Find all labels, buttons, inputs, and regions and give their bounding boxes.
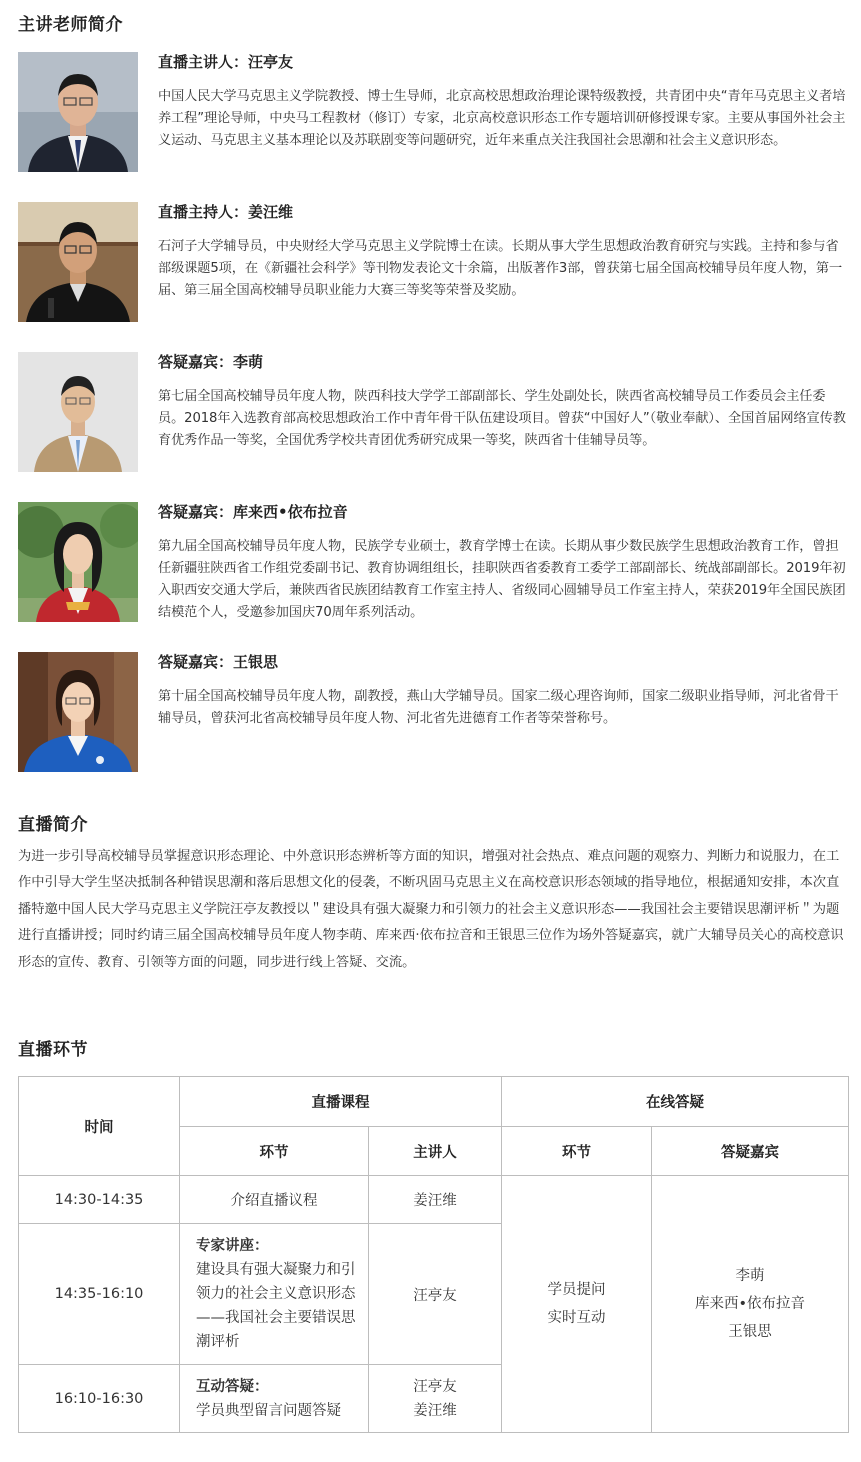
row-presenters-cell <box>369 1365 502 1433</box>
qa-segment-line: 实时互动 <box>547 1310 606 1326</box>
row-time: 14:35-16:10 <box>19 1224 180 1365</box>
row-segment-title: 互动答疑： <box>196 1378 269 1395</box>
person-photo <box>18 502 138 622</box>
header-presenter: 主讲人 <box>369 1127 502 1176</box>
row-presenter: 汪亭友 <box>413 1378 457 1395</box>
person-description: 石河子大学辅导员，中央财经大学马克思主义学院博士在读。长期从事大学生思想政治教育研究与实践。主持和参与省部级课题5项，在《新疆社会科学》等刊物发表论文十余篇，出版著作3部，曾获第七届全国高校辅导员年度人物，第一届、第三届全国高校辅导员职业能力大赛三等奖等荣誉及奖励。 <box>158 239 843 298</box>
person-photo <box>18 652 138 772</box>
person-name: 答疑嘉宾：王银思 <box>158 653 279 671</box>
person-card <box>18 52 848 172</box>
row-presenter: 汪亭友 <box>369 1224 502 1365</box>
person-description: 第七届全国高校辅导员年度人物，陕西科技大学学工部副部长、学生处副处长，陕西省高校辅导员工作委员会主任委员。2018年入选教育部高校思想政治工作中青年骨干队伍建设项目。曾获“中国好人”（敬业奉献）、全国首届网络宣传教育优秀作品一等奖，全国优秀学校共青团优秀研究成果一等奖，陕西省十佳辅导员等。 <box>158 389 846 448</box>
person-name: 答疑嘉宾：库来西•依布拉音 <box>158 503 348 521</box>
header-time: 时间 <box>19 1077 180 1176</box>
person-name: 直播主持人：姜汪维 <box>158 203 294 221</box>
qa-segment-line: 学员提问 <box>547 1282 606 1298</box>
person-card <box>18 202 848 322</box>
row-presenter: 姜汪维 <box>369 1176 502 1224</box>
person-name: 答疑嘉宾：李萌 <box>158 353 264 371</box>
person-photo <box>18 202 138 322</box>
row-segment: 建设具有强大凝聚力和引领力的社会主义意识形态——我国社会主要错误思潮评析 <box>196 1262 356 1350</box>
row-segment: 学员典型留言问题答疑 <box>196 1402 341 1419</box>
row-segment: 介绍直播议程 <box>180 1176 369 1224</box>
person-card <box>18 352 848 472</box>
qa-guests-cell <box>652 1176 849 1433</box>
header-guests: 答疑嘉宾 <box>652 1127 849 1176</box>
intro-section-title: 直播简介 <box>18 815 88 835</box>
header-course: 直播课程 <box>180 1077 502 1127</box>
row-time: 16:10-16:30 <box>19 1365 180 1433</box>
person-description: 第九届全国高校辅导员年度人物，民族学专业硕士，教育学博士在读。长期从事少数民族学生思想政治教育工作，曾担任新疆驻陕西省工作组党委副书记、教育协调组组长，挂职陕西省委教育工委学工部副部长、统战部副部长。2019年初入职西安交通大学后，兼陕西省民族团结教育工作室主持人、省级同心圆辅导员工作室主持人，荣获2019年全国民族团结模范个人，受邀参加国庆70周年系列活动。 <box>158 539 846 620</box>
table-row <box>19 1176 849 1224</box>
person-name: 直播主讲人：汪亭友 <box>158 53 294 71</box>
header-qa-segment: 环节 <box>502 1127 652 1176</box>
guest-name: 王银思 <box>728 1324 772 1340</box>
person-description: 第十届全国高校辅导员年度人物，副教授，燕山大学辅导员。国家二级心理咨询师，国家二级职业指导师，河北省骨干辅导员，曾获河北省高校辅导员年度人物、河北省先进德育工作者等荣誉称号。 <box>158 689 839 726</box>
row-presenter: 姜汪维 <box>413 1402 457 1419</box>
row-segment-title: 专家讲座： <box>196 1238 269 1254</box>
teachers-section-title: 主讲老师简介 <box>18 15 123 35</box>
header-segment: 环节 <box>180 1127 369 1176</box>
qa-segment-cell <box>502 1176 652 1433</box>
intro-paragraph: 为进一步引导高校辅导员掌握意识形态理论、中外意识形态辨析等方面的知识，增强对社会热点、难点问题的观察力、判断力和说服力，在工作中引导大学生坚决抵制各种错误思潮和落后思想文化的侵袭，不断巩固马克思主义在高校意识形态领域的指导地位，根据通知安排，本次直播特邀中国人民大学马克思主义学院汪亭友教授以＂建设具有强大凝聚力和引领力的社会主义意识形态——我国社会主要错误思潮评析＂为题进行直播讲授；同时约请三届全国高校辅导员年度人物李萌、库来西·依布拉音和王银思三位作为场外答疑嘉宾，就广大辅导员关心的高校意识形态的宣传、教育、引领等方面的问题，同步进行线上答疑、交流。 <box>18 849 844 970</box>
guest-name: 李萌 <box>735 1268 765 1284</box>
row-segment-cell <box>180 1224 369 1365</box>
schedule-section-title: 直播环节 <box>18 1040 88 1060</box>
person-card <box>18 502 848 622</box>
header-qa: 在线答疑 <box>502 1077 849 1127</box>
person-photo <box>18 352 138 472</box>
person-photo <box>18 52 138 172</box>
guest-name: 库来西•依布拉音 <box>694 1296 806 1312</box>
person-description: 中国人民大学马克思主义学院教授、博士生导师，北京高校思想政治理论课特级教授，共青团中央“青年马克思主义者培养工程”理论导师，中央马工程教材（修订）专家，北京高校意识形态工作专题培训研修授课专家。主要从事国外社会主义运动、马克思主义基本理论以及苏联剧变等问题研究，近年来重点关注我国社会思潮和社会主义意识形态。 <box>158 89 846 148</box>
row-time: 14:30-14:35 <box>19 1176 180 1224</box>
person-card <box>18 652 848 772</box>
schedule-table <box>18 1076 849 1433</box>
row-segment-cell <box>180 1365 369 1433</box>
